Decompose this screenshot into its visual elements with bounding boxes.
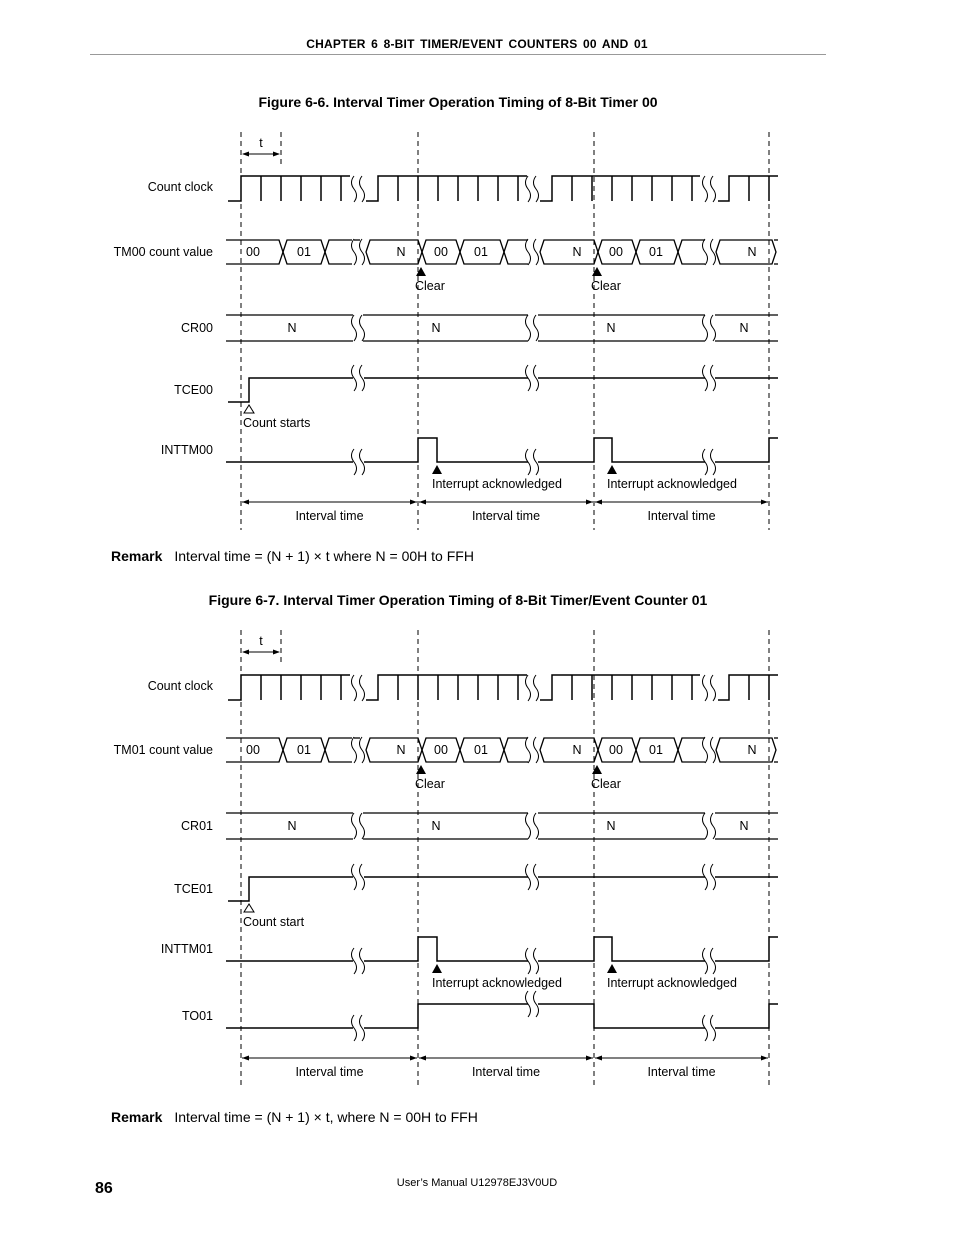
count-value-text: N	[747, 245, 757, 259]
cr-value-text: N	[739, 321, 749, 335]
interval-arrow-right	[410, 1056, 417, 1061]
count-value-cell	[540, 738, 598, 762]
count-value-cell	[678, 240, 705, 264]
count-value-text: N	[572, 743, 582, 757]
count-value-text: 01	[649, 743, 663, 757]
count-value-label: TM01 count value	[113, 743, 213, 757]
count-value-text: N	[396, 245, 406, 259]
count-clock-waveform	[228, 176, 350, 201]
count-value-text: 01	[297, 743, 311, 757]
t-arrow-right	[273, 650, 280, 655]
break-mark	[526, 449, 539, 475]
inttm-waveform	[538, 438, 705, 462]
interrupt-label: Interrupt acknowledged	[432, 477, 562, 491]
break-mark	[703, 864, 716, 890]
break-mark	[352, 948, 365, 974]
count-value-cell	[366, 738, 422, 762]
tce-waveform	[228, 877, 353, 901]
interrupt-arrow-icon	[432, 465, 442, 474]
count-value-cell	[366, 240, 422, 264]
count-value-cell	[504, 738, 528, 762]
interrupt-arrow-icon	[607, 465, 617, 474]
count-value-text: 01	[474, 245, 488, 259]
break-mark	[352, 864, 365, 890]
break-mark	[703, 675, 716, 701]
page-number: 86	[95, 1180, 113, 1197]
count-start-arrow-icon	[244, 904, 254, 912]
figure-6-6-remark	[111, 548, 474, 564]
break-mark	[352, 365, 365, 391]
cr-value-text: N	[606, 819, 616, 833]
interval-time-label: Interval time	[471, 509, 541, 523]
count-value-cell	[325, 240, 352, 264]
to-waveform	[538, 1004, 705, 1028]
interval-time-label: Interval time	[647, 509, 716, 523]
cr-value-text: N	[287, 819, 297, 833]
interval-arrow-left	[595, 500, 602, 505]
break-mark	[526, 675, 539, 701]
footer-manual: User’s Manual U12978EJ3V0UD	[396, 1177, 558, 1189]
tce-label: TCE00	[174, 383, 213, 397]
count-value-text: 00	[246, 743, 260, 757]
cr-value-text: N	[739, 819, 749, 833]
cr-value-text: N	[431, 819, 441, 833]
count-value-label: TM00 count value	[113, 245, 213, 259]
break-mark	[526, 948, 539, 974]
interval-arrow-left	[419, 1056, 426, 1061]
t-arrow-right	[273, 152, 280, 157]
count-clock-waveform	[366, 675, 527, 700]
break-mark	[352, 239, 365, 265]
count-clock-waveform	[228, 675, 350, 700]
remark-text: Interval time = (N + 1) × t where N = 00H to FFH	[174, 548, 474, 564]
count-value-text: 00	[434, 245, 448, 259]
break-mark	[352, 1015, 365, 1041]
break-mark	[352, 449, 365, 475]
count-start-label: Count start	[243, 915, 305, 929]
remark-text: Interval time = (N + 1) × t, where N = 00H to FFH	[174, 1109, 478, 1125]
figure-6-6-timing-diagram	[0, 120, 954, 540]
count-value-cell	[716, 240, 776, 264]
count-start-arrow-icon	[244, 405, 254, 413]
to-label: TO01	[181, 1009, 213, 1023]
interval-time-label: Interval time	[471, 1065, 541, 1079]
interval-time-label: Interval time	[647, 1065, 716, 1079]
break-mark	[526, 991, 539, 1017]
count-value-text: 01	[297, 245, 311, 259]
t-label: t	[259, 136, 263, 150]
inttm-label: INTTM00	[160, 443, 213, 457]
interval-arrow-left	[419, 500, 426, 505]
break-mark	[526, 239, 539, 265]
break-mark	[703, 1015, 716, 1041]
t-arrow-left	[242, 650, 249, 655]
count-value-text: 00	[434, 743, 448, 757]
count-value-text: N	[572, 245, 582, 259]
break-mark	[526, 864, 539, 890]
count-clock-waveform	[366, 176, 527, 201]
count-value-text: 00	[246, 245, 260, 259]
count-clock-waveform	[718, 675, 778, 700]
break-mark	[526, 365, 539, 391]
count-clock-waveform	[718, 176, 778, 201]
chapter-header: CHAPTER 6 8-BIT TIMER/EVENT COUNTERS 00 AND 01	[306, 37, 648, 51]
count-value-cell	[504, 240, 528, 264]
interval-arrow-left	[242, 1056, 249, 1061]
break-mark	[526, 813, 539, 839]
to-waveform	[364, 1004, 528, 1028]
interval-time-label: Interval time	[295, 1065, 364, 1079]
figure-6-7-timing-diagram	[0, 618, 954, 1098]
count-value-text: N	[747, 743, 757, 757]
inttm-waveform	[364, 937, 528, 961]
break-mark	[526, 176, 539, 202]
interval-arrow-right	[761, 500, 768, 505]
break-mark	[352, 176, 365, 202]
count-value-cell	[325, 738, 352, 762]
remark-label: Remark	[111, 548, 163, 564]
break-mark	[352, 737, 365, 763]
break-mark	[703, 239, 716, 265]
inttm-waveform	[715, 937, 778, 961]
clear-label: Clear	[591, 279, 621, 293]
count-value-text: 01	[649, 245, 663, 259]
cr-value-text: N	[606, 321, 616, 335]
count-value-cell	[540, 240, 598, 264]
count-clock-label: Count clock	[147, 180, 213, 194]
cr-label: CR01	[181, 819, 213, 833]
interrupt-arrow-icon	[432, 964, 442, 973]
tce-waveform	[228, 378, 353, 402]
interval-arrow-left	[595, 1056, 602, 1061]
inttm-waveform	[715, 438, 778, 462]
count-clock-waveform	[540, 176, 700, 201]
break-mark	[352, 315, 365, 341]
break-mark	[526, 737, 539, 763]
cr-value-text: N	[287, 321, 297, 335]
tce-label: TCE01	[174, 882, 213, 896]
cr-label: CR00	[181, 321, 213, 335]
interval-arrow-right	[410, 500, 417, 505]
interval-arrow-right	[586, 1056, 593, 1061]
to-waveform	[715, 1004, 778, 1028]
interval-arrow-right	[761, 1056, 768, 1061]
inttm-waveform	[364, 438, 528, 462]
break-mark	[703, 315, 716, 341]
inttm-waveform	[538, 937, 705, 961]
clear-label: Clear	[415, 777, 445, 791]
t-arrow-left	[242, 152, 249, 157]
t-label: t	[259, 634, 263, 648]
break-mark	[703, 948, 716, 974]
interval-time-label: Interval time	[295, 509, 364, 523]
cr-value-text: N	[431, 321, 441, 335]
count-value-cell	[716, 738, 776, 762]
header-rule	[90, 54, 826, 55]
count-clock-waveform	[540, 675, 700, 700]
remark-label: Remark	[111, 1109, 163, 1125]
break-mark	[352, 675, 365, 701]
interrupt-label: Interrupt acknowledged	[607, 477, 737, 491]
interval-arrow-right	[586, 500, 593, 505]
count-clock-label: Count clock	[147, 679, 213, 693]
figure-6-7-remark	[111, 1109, 478, 1125]
break-mark	[703, 176, 716, 202]
clear-label: Clear	[591, 777, 621, 791]
break-mark	[703, 449, 716, 475]
break-mark	[703, 813, 716, 839]
count-value-text: 00	[609, 245, 623, 259]
count-start-label: Count starts	[243, 416, 311, 430]
break-mark	[352, 813, 365, 839]
break-mark	[703, 737, 716, 763]
count-value-text: N	[396, 743, 406, 757]
inttm-label: INTTM01	[160, 942, 213, 956]
figure-6-6-title: Figure 6-6. Interval Timer Operation Timing of 8-Bit Timer 00	[258, 94, 658, 110]
count-value-cell	[678, 738, 705, 762]
interval-arrow-left	[242, 500, 249, 505]
count-value-text: 01	[474, 743, 488, 757]
break-mark	[703, 365, 716, 391]
count-value-text: 00	[609, 743, 623, 757]
figure-6-7-title: Figure 6-7. Interval Timer Operation Timing of 8-Bit Timer/Event Counter 01	[208, 592, 708, 608]
interrupt-label: Interrupt acknowledged	[432, 976, 562, 990]
clear-label: Clear	[415, 279, 445, 293]
interrupt-arrow-icon	[607, 964, 617, 973]
break-mark	[526, 315, 539, 341]
interrupt-label: Interrupt acknowledged	[607, 976, 737, 990]
